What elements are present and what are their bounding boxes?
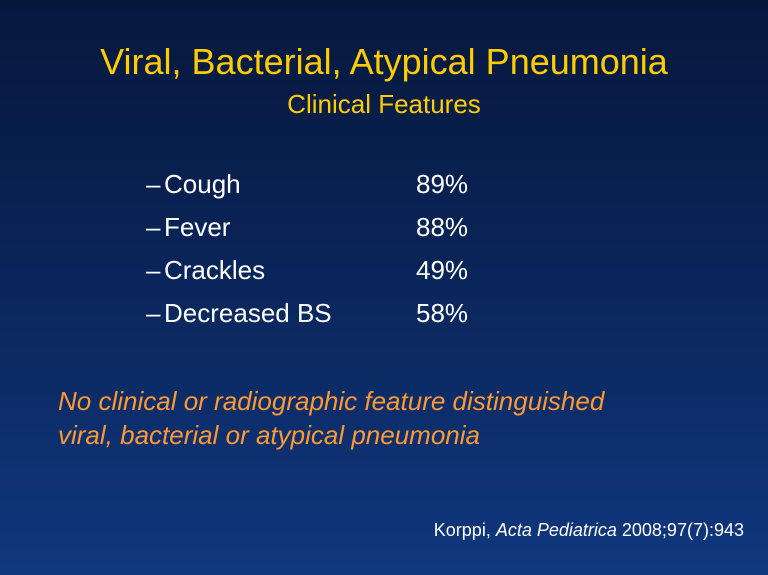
citation-journal: Acta Pediatrica bbox=[495, 520, 617, 540]
feature-value: 89% bbox=[416, 169, 469, 199]
feature-value: 58% bbox=[416, 298, 469, 328]
feature-value: 49% bbox=[416, 255, 469, 285]
feature-value: 88% bbox=[416, 212, 469, 242]
slide-title: Viral, Bacterial, Atypical Pneumonia bbox=[100, 41, 668, 82]
feature-row-decreased-bs bbox=[146, 295, 546, 338]
bullet-dash: – bbox=[146, 212, 161, 242]
citation-reference: 2008;97(7):943 bbox=[616, 520, 744, 540]
feature-row-crackles bbox=[146, 252, 546, 295]
slide-subtitle: Clinical Features bbox=[287, 89, 481, 119]
feature-label: Crackles bbox=[164, 255, 266, 285]
bullet-dash: – bbox=[146, 255, 161, 285]
bullet-dash: – bbox=[146, 298, 161, 328]
citation bbox=[434, 518, 744, 542]
feature-label: Fever bbox=[164, 212, 231, 242]
conclusion-line-2: viral, bacterial or atypical pneumonia bbox=[58, 420, 480, 450]
conclusion-text bbox=[58, 384, 748, 452]
feature-row-fever bbox=[146, 209, 546, 252]
feature-list bbox=[146, 166, 546, 338]
feature-label: Decreased BS bbox=[164, 298, 332, 328]
feature-row-cough bbox=[146, 166, 546, 209]
bullet-dash: – bbox=[146, 169, 161, 199]
feature-label: Cough bbox=[164, 169, 241, 199]
conclusion-line-1: No clinical or radiographic feature distinguished bbox=[58, 386, 605, 416]
citation-author: Korppi, bbox=[433, 520, 496, 540]
